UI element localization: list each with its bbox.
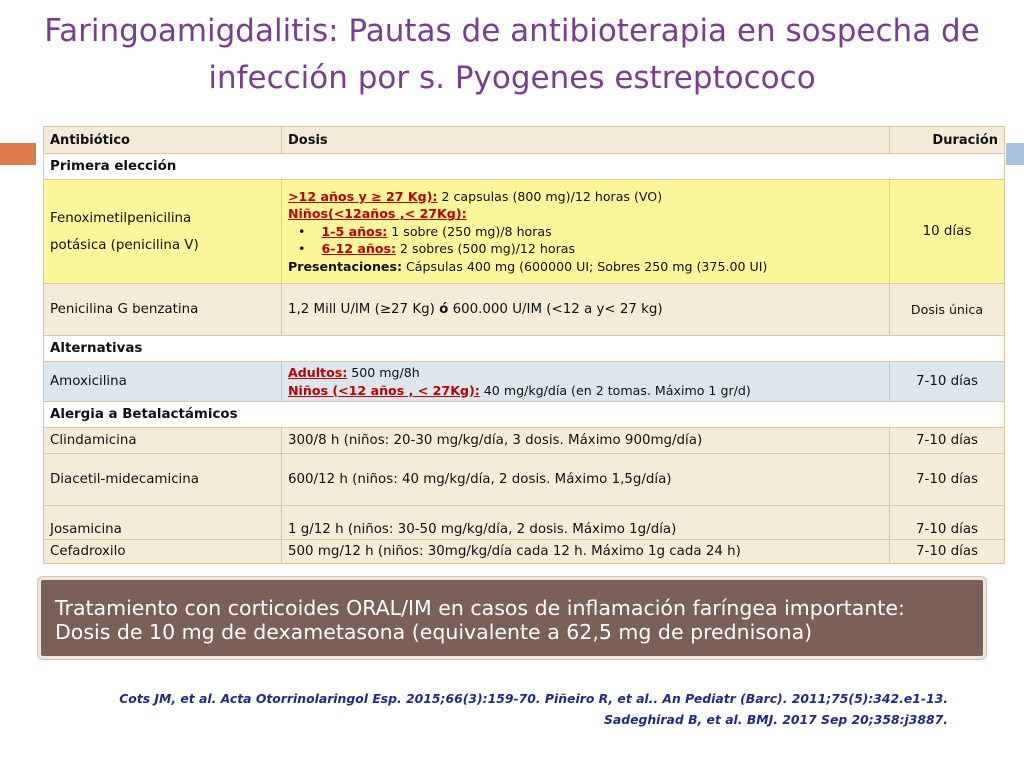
dose-penicillin-v [282,180,890,284]
section-first-choice: Primera elección [44,154,1005,180]
table-row-penicillin-v [44,180,1005,284]
dose-label-1-5: 1-5 años: [321,223,388,239]
duration-penicillin-v: 10 días [890,180,1005,284]
dose-text-adults: 500 mg/8h [347,365,420,380]
dose-amoxicillin [282,362,890,402]
dose-line-presentations [288,258,883,276]
left-accent-bar [0,143,36,165]
dose-text-6-12: 2 sobres (500 mg)/12 horas [396,241,576,257]
header-antibiotic: Antibiótico [44,127,282,154]
dose-line-1-5 [288,223,883,241]
table-row-josamycin [44,506,1005,540]
bullet-icon: • [298,223,306,239]
slide-title [20,8,1004,102]
duration-amoxicillin: 7-10 días [890,362,1005,402]
dose-label-adults: Adultos: [288,365,348,380]
drug-duration: 7-10 días [890,540,1005,564]
reference-line1: Cots JM, et al. Acta Otorrinolaringol Esp. 2015;66(3):159-70. Piñeiro R, et al.. An Pediatr (Barc). 2011;75(5):342.e1-13. [119,691,948,706]
table-row-clindamycin [44,428,1005,454]
dose-label-children: Niños (<12 años , < 27Kg): [288,382,480,398]
drug-name: Diacetil-midecamicina [44,454,282,506]
header-duration: Duración [890,127,1005,154]
dose-line-adults [288,188,883,206]
dose-line-adults [288,364,883,382]
dose-text-presentations: Cápsulas 400 mg (600000 UI; Sobres 250 mg (375.00 UI) [401,258,768,274]
drug-duration: 7-10 días [890,428,1005,454]
antibiotic-table [43,126,1005,564]
drug-dose: 300/8 h (niños: 20-30 mg/kg/día, 3 dosis. Máximo 900mg/día) [282,428,890,454]
drug-name-line2: potásica (penicilina V) [50,237,199,253]
table-row-penicillin-g [44,284,1005,336]
dose-part-b: 600.000 U/IM (<12 a y< 27 kg) [448,302,663,317]
drug-dose: 600/12 h (niños: 40 mg/kg/día, 2 dosis. Máximo 1,5g/día) [282,454,890,506]
references [88,688,948,730]
table-row-diacetyl-midecamycin [44,454,1005,506]
drug-name-penicillin-v [44,180,282,284]
drug-dose: 1 g/12 h (niños: 30-50 mg/kg/día, 2 dosis. Máximo 1g/día) [282,506,890,540]
drug-name: Cefadroxilo [44,540,282,564]
table-header-row [44,127,1005,154]
corticoid-note [38,577,986,659]
drug-name: Josamicina [44,506,282,540]
right-accent-bar [1006,143,1024,165]
dose-text-children: 40 mg/kg/día (en 2 tomas. Máximo 1 gr/d) [479,382,751,398]
dose-line-children [288,382,883,400]
drug-name-penicillin-g: Penicilina G benzatina [44,284,282,336]
dose-part-or: ó [439,302,449,317]
header-dose: Dosis [282,127,890,154]
bullet-icon: • [298,241,306,257]
slide-title-line1: Faringoamigdalitis: Pautas de antibioterapia en sospecha de [44,13,980,49]
dose-line-6-12 [288,240,883,258]
dose-label-6-12: 6-12 años: [321,241,397,257]
dose-label-presentations: Presentaciones: [288,258,402,274]
dose-part-a: 1,2 Mill U/IM (≥27 Kg) [288,302,440,317]
drug-name-amoxicillin: Amoxicilina [44,362,282,402]
slide-title-line2: infección por s. Pyogenes estreptococo [208,60,816,96]
reference-line2: Sadeghirad B, et al. BMJ. 2017 Sep 20;358:j3887. [603,712,948,727]
section-row-alternatives [44,336,1005,362]
drug-name-line1: Fenoximetilpenicilina [50,210,192,226]
section-allergy: Alergia a Betalactámicos [44,402,1005,428]
dose-penicillin-g [282,284,890,336]
table-row-amoxicillin [44,362,1005,402]
dose-line-children [288,205,883,223]
section-row-allergy [44,402,1005,428]
drug-duration: 7-10 días [890,506,1005,540]
table-row-cefadroxil [44,540,1005,564]
corticoid-note-line2: Dosis de 10 mg de dexametasona (equivalente a 62,5 mg de prednisona) [55,620,813,644]
drug-dose: 500 mg/12 h (niños: 30mg/kg/día cada 12 h. Máximo 1g cada 24 h) [282,540,890,564]
dose-label-children: Niños(<12años ,< 27Kg): [288,206,467,222]
section-alternatives: Alternativas [44,336,1005,362]
dose-label-adults: >12 años y ≥ 27 Kg): [288,188,438,204]
section-row-first-choice [44,154,1005,180]
drug-name: Clindamicina [44,428,282,454]
drug-duration: 7-10 días [890,454,1005,506]
dose-text-adults: 2 capsulas (800 mg)/12 horas (VO) [437,188,663,204]
corticoid-note-line1: Tratamiento con corticoides ORAL/IM en casos de inflamación faríngea importante: [55,596,905,620]
duration-penicillin-g: Dosis única [890,284,1005,336]
dose-text-1-5: 1 sobre (250 mg)/8 horas [387,223,552,239]
